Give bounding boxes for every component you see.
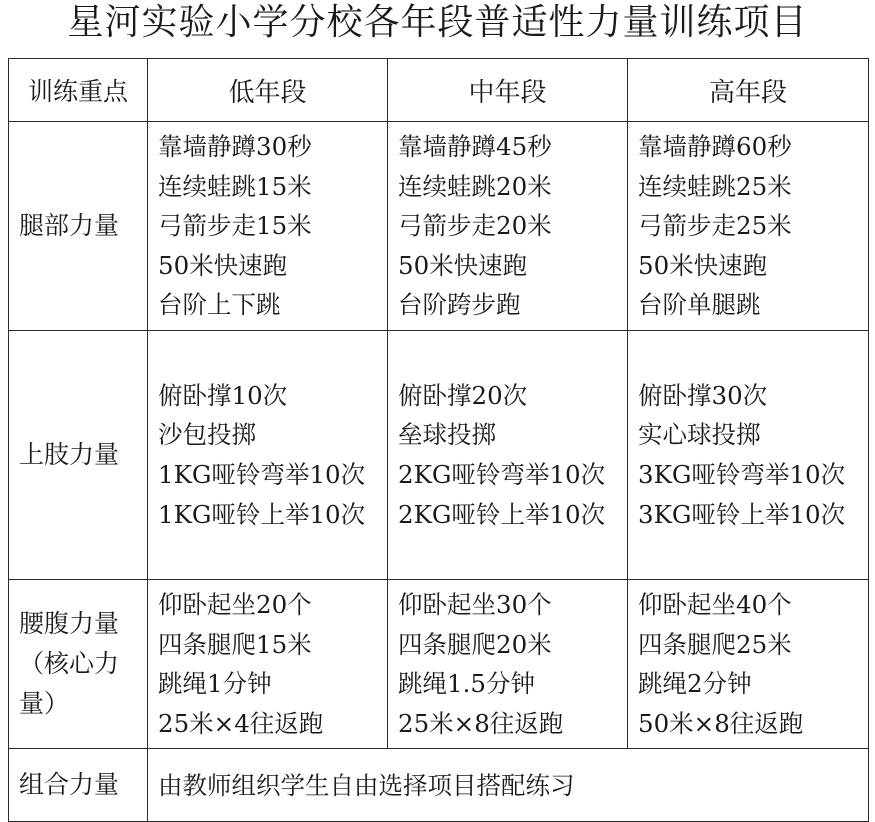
list-item: 弓箭步走15米	[158, 211, 312, 241]
header-mid-grade: 中年段	[388, 59, 628, 122]
list-item: 2KG哑铃弯举10次	[398, 460, 606, 489]
table-row-legs	[9, 122, 869, 331]
table-row-core	[9, 580, 869, 749]
header-low-grade: 低年段	[148, 59, 388, 122]
list-item: 仰卧起坐40个	[638, 590, 792, 619]
page-title: 星河实验小学分校各年段普适性力量训练项目	[67, 2, 808, 43]
list-item: 3KG哑铃弯举10次	[638, 460, 846, 489]
list-item: 50米快速跑	[398, 250, 528, 280]
cell-core-low	[148, 580, 388, 749]
list-item: 靠墙静蹲60秒	[638, 132, 792, 162]
cell-arms-mid	[388, 331, 628, 580]
list-item: 俯卧撑10次	[158, 380, 288, 410]
list-item: 台阶单腿跳	[638, 290, 761, 320]
cell-combo: 由教师组织学生自由选择项目搭配练习	[148, 749, 869, 822]
row-label-legs: 腿部力量	[9, 122, 148, 331]
list-item: 50米快速跑	[638, 250, 768, 280]
cell-core-mid	[388, 580, 628, 749]
list-item: 靠墙静蹲45秒	[398, 132, 552, 162]
list-item: 垒球投掷	[398, 420, 496, 450]
list-item: 实心球投掷	[638, 420, 761, 450]
list-item: 1KG哑铃弯举10次	[158, 460, 366, 489]
cell-arms-high	[628, 331, 869, 580]
cell-core-high	[628, 580, 869, 749]
table-row-combo	[9, 749, 869, 822]
list-item: 台阶跨步跑	[398, 290, 521, 320]
row-label-arms: 上肢力量	[9, 331, 148, 580]
table-row-arms	[9, 331, 869, 580]
header-focus: 训练重点	[9, 59, 148, 122]
list-item: 靠墙静蹲30秒	[158, 132, 312, 162]
list-item: 连续蛙跳20米	[398, 171, 552, 201]
cell-arms-low	[148, 331, 388, 580]
list-item: 连续蛙跳25米	[638, 171, 792, 201]
list-item: 2KG哑铃上举10次	[398, 499, 606, 529]
list-item: 台阶上下跳	[158, 290, 281, 320]
list-item: 沙包投掷	[158, 420, 256, 450]
list-item: 连续蛙跳15米	[158, 171, 312, 201]
row-label-combo: 组合力量	[9, 749, 148, 822]
list-item: 50米快速跑	[158, 250, 288, 280]
list-item: 跳绳1分钟	[158, 669, 272, 699]
list-item: 仰卧起坐30个	[398, 590, 552, 619]
table-header-row	[9, 59, 869, 122]
header-high-grade: 高年段	[628, 59, 869, 122]
list-item: 仰卧起坐20个	[158, 590, 312, 619]
list-item: 3KG哑铃上举10次	[638, 499, 846, 529]
cell-legs-mid	[388, 122, 628, 331]
cell-legs-low	[148, 122, 388, 331]
list-item: 跳绳1.5分钟	[398, 669, 535, 699]
list-item: 四条腿爬15米	[158, 629, 312, 659]
list-item: 俯卧撑20次	[398, 380, 528, 410]
list-item: 25米×8往返跑	[398, 708, 564, 738]
list-item: 弓箭步走25米	[638, 211, 792, 241]
list-item: 跳绳2分钟	[638, 669, 752, 699]
row-label-core: 腰腹力量（核心力量）	[9, 580, 148, 749]
list-item: 弓箭步走20米	[398, 211, 552, 241]
list-item: 四条腿爬20米	[398, 629, 552, 659]
training-table	[8, 58, 869, 822]
list-item: 50米×8往返跑	[638, 708, 804, 738]
cell-legs-high	[628, 122, 869, 331]
list-item: 25米×4往返跑	[158, 708, 324, 738]
list-item: 四条腿爬25米	[638, 629, 792, 659]
list-item: 1KG哑铃上举10次	[158, 499, 366, 529]
list-item: 俯卧撑30次	[638, 380, 768, 410]
